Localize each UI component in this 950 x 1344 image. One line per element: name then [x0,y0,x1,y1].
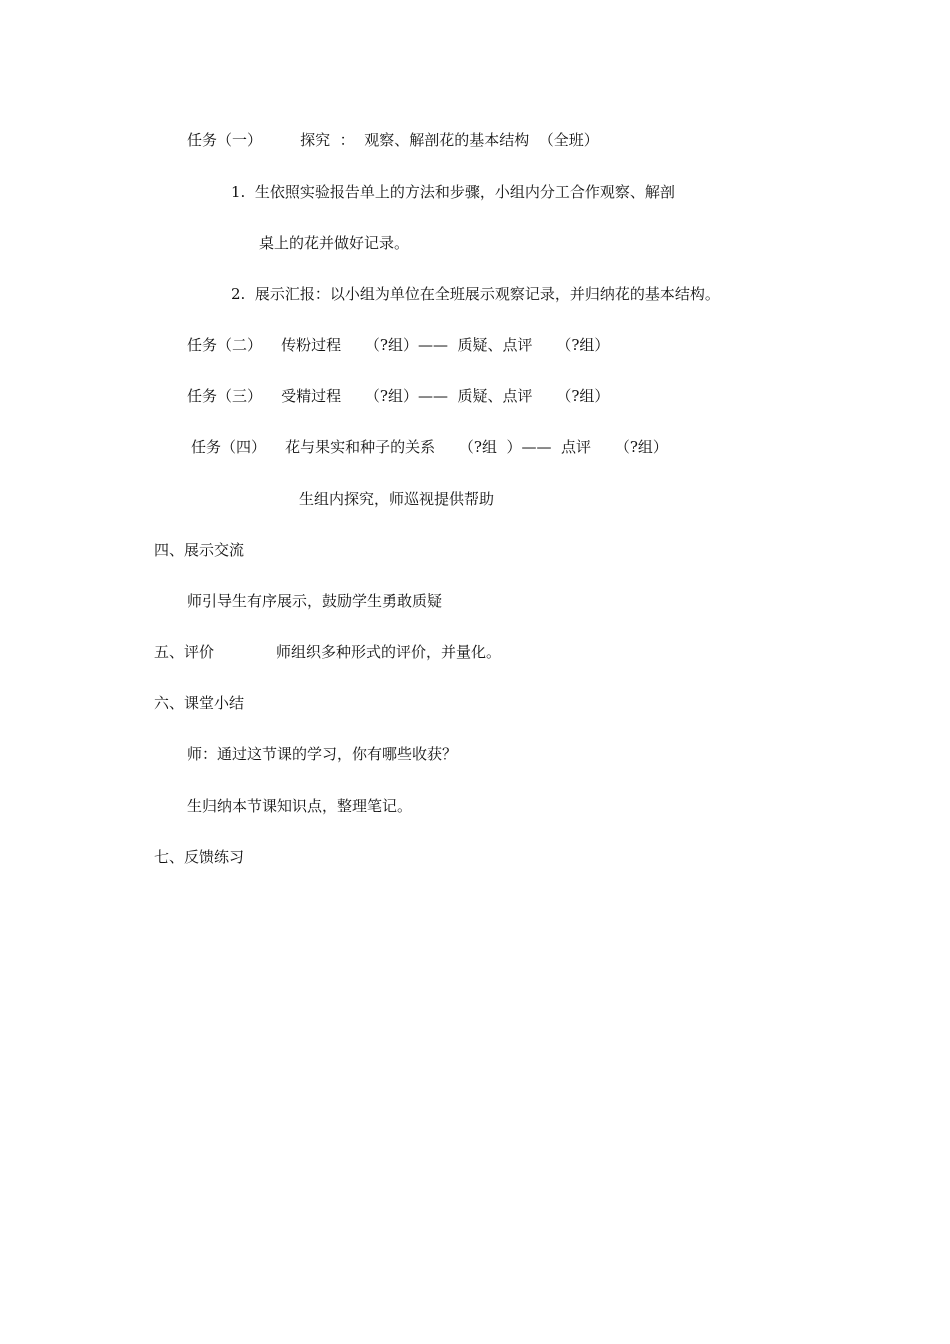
group-explore-note: 生组内探究，师巡视提供帮助 [299,490,495,508]
task-1-step-1-continued: 桌上的花并做好记录。 [259,234,410,252]
task-1-step-2: 2. 展示汇报：以小组为单位在全班展示观察记录，并归纳花的基本结构。 [231,285,720,303]
section-4-heading: 四、展示交流 [154,541,245,559]
section-6-body-1: 师：通过这节课的学习，你有哪些收获？ [187,745,458,763]
section-5-heading: 五、评价 师组织多种形式的评价，并量化。 [154,643,501,661]
task-3-heading: 任务（三） 受精过程 （?组）—— 质疑、点评 （?组） [187,387,610,405]
task-1-heading: 任务（一） 探究 ： 观察、解剖花的基本结构 （全班） [187,131,599,149]
task-1-step-1: 1. 生依照实验报告单上的方法和步骤，小组内分工合作观察、解剖 [231,183,675,201]
section-7-heading: 七、反馈练习 [154,848,245,866]
section-6-body-2: 生归纳本节课知识点，整理笔记。 [187,797,413,815]
section-6-heading: 六、课堂小结 [154,694,245,712]
task-2-heading: 任务（二） 传粉过程 （?组）—— 质疑、点评 （?组） [187,336,610,354]
task-4-heading: 任务（四） 花与果实和种子的关系 （?组 ）—— 点评 （?组） [191,438,668,456]
section-4-body: 师引导生有序展示，鼓励学生勇敢质疑 [187,592,443,610]
